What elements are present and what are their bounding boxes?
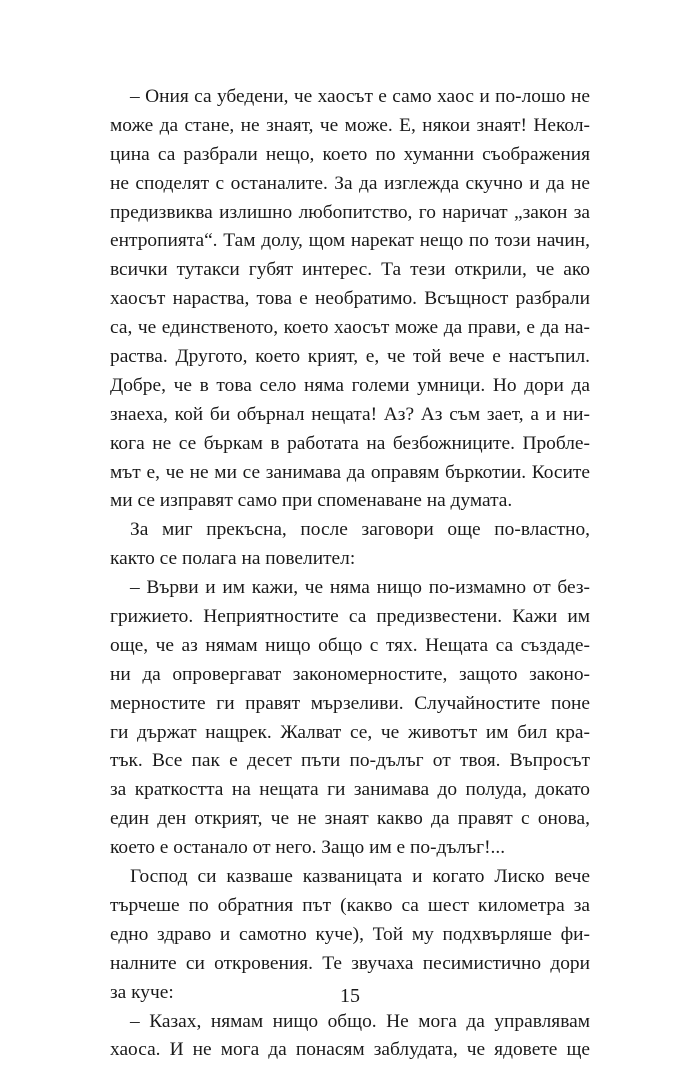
text-line: са, че единственото, което хаосът може да прави, е да на- (110, 317, 590, 339)
text-line: както се полага на повелител: (110, 548, 356, 570)
text-line: мерностите ги правят мързеливи. Случайностите поне (110, 692, 590, 714)
text-line: – Казах, нямам нищо общо. Не мога да управлявам (130, 1010, 590, 1032)
text-line: хаосът нараства, това е необратимо. Всъщност разбрали (110, 288, 590, 310)
text-line: може да стане, не знаят, че може. Е, някои знаят! Некол- (110, 114, 590, 136)
text-line: което е останало от него. Защо им е по-дълъг!... (110, 837, 506, 859)
text-line: един ден открият, че не знаят какво да правят с онова, (110, 808, 590, 830)
text-line: за куче: (110, 981, 174, 1003)
text-line: раства. Другото, което крият, е, че той вече е настъпил. (110, 346, 590, 368)
text-line: цина са разбрали нещо, което по хуманни съображения (110, 143, 590, 165)
page-number: 15 (340, 985, 360, 1007)
text-line: не споделят с останалите. За да изглежда скучно и да не (110, 172, 590, 194)
text-line: – Ония са убедени, че хаосът е само хаос и по-лошо не (130, 86, 590, 107)
text-line: ентропията“. Там долу, щом нарекат нещо по този начин, (110, 230, 590, 252)
text-line: ни да опровергават закономерностите, защото законо- (110, 663, 590, 685)
text-line: търчеше по обратния път (какво са шест километра за (110, 894, 590, 916)
text-line: – Върви и им кажи, че няма нищо по-измамно от без- (130, 577, 590, 599)
text-line: предизвиква излишно любопитство, го наричат „закон за (110, 201, 590, 223)
text-line: Господ си казваше казваницата и когато Лиско вече (130, 866, 590, 888)
text-line: ми се изправят само при споменаване на думата. (110, 490, 513, 512)
text-line: ги държат нащрек. Жалват се, че животът им бил кра- (110, 721, 590, 743)
text-line: всички тутакси губят интерес. Та тези открили, че ако (110, 259, 590, 281)
text-line: налните си откровения. Те звучаха песимистично дори (110, 952, 590, 974)
text-line: грижието. Неприятностите са предизвестени. Кажи им (110, 606, 590, 628)
text-line: мът е, че не ми се занимава да оправям бъркотии. Косите (110, 461, 590, 483)
text-line: кога не се бъркам в работата на безбожниците. Пробле- (110, 432, 590, 454)
body-text (110, 83, 590, 1065)
text-line: Добре, че в това село няма големи умници. Но дори да (110, 374, 590, 396)
text-line: още, че аз нямам нищо общо с тях. Нещата са създаде- (110, 634, 590, 656)
text-line: За миг прекъсна, после заговори още по-властно, (130, 519, 590, 541)
text-line: за краткостта на нещата ги занимава до полуда, докато (110, 779, 590, 801)
text-line: знаеха, кой би обърнал нещата! Аз? Аз съм зает, а и ни- (110, 403, 590, 425)
text-line: хаоса. И не мога да понасям заблудата, че ядовете ще (110, 1039, 590, 1061)
text-line: едно здраво и самотно куче), Той му подхвърляше фи- (110, 923, 590, 945)
text-line: тък. Все пак е десет пъти по-дълъг от твоя. Въпросът (110, 750, 590, 772)
